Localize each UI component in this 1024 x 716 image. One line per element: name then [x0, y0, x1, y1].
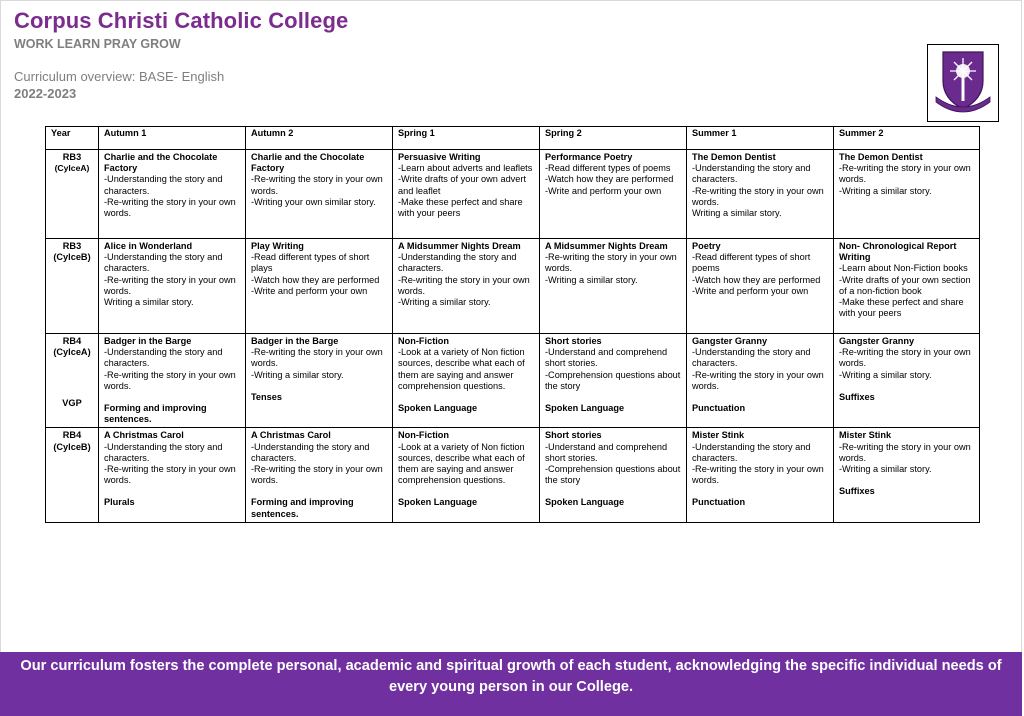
grammar-focus: Spoken Language [398, 497, 478, 508]
unit-cell [540, 239, 687, 334]
unit-line: -Look at a variety of Non fiction sources, describe what each of them are saying and answer comprehension questions. [398, 347, 525, 391]
unit-line: -Writing a similar story. [251, 369, 344, 380]
unit-title: Charlie and the Chocolate Factory [104, 152, 218, 174]
unit-title: Alice in Wonderland [104, 241, 193, 251]
unit-line: -Re-writing the story in your own words. [251, 347, 383, 369]
unit-title: Play Writing [251, 241, 304, 251]
unit-title: The Demon Dentist [839, 152, 923, 162]
unit-title: Non-Fiction [398, 430, 450, 441]
unit-cell [687, 428, 834, 522]
unit-line: Writing a similar story. [104, 297, 194, 308]
unit-title: Mister Stink [692, 430, 745, 441]
table-row [46, 428, 980, 522]
unit-line: -Understanding the story and characters. [104, 347, 223, 369]
unit-title: Gangster Granny [692, 336, 768, 346]
unit-cell [393, 334, 540, 428]
unit-cell [99, 239, 246, 334]
unit-line: -Re-writing the story in your own words. [692, 464, 824, 486]
unit-cell [687, 150, 834, 239]
unit-title: Performance Poetry [545, 152, 633, 162]
col-header-autumn-1: Autumn 1 [99, 127, 246, 150]
unit-cell [540, 428, 687, 522]
unit-cell [246, 428, 393, 522]
unit-title: Short stories [545, 336, 602, 346]
vgp-label: VGP [62, 398, 82, 409]
year-code: RB4 [62, 336, 82, 346]
unit-line: -Writing a similar story. [545, 274, 638, 285]
unit-line: -Understand and comprehend short stories. [545, 441, 668, 463]
unit-cell [540, 150, 687, 239]
unit-cell [834, 334, 980, 428]
grammar-focus: Suffixes [839, 391, 875, 402]
unit-line: -Writing a similar story. [839, 369, 932, 380]
unit-line: -Watch how they are performed [692, 274, 821, 285]
curriculum-overview-heading: Curriculum overview: BASE- English [14, 69, 225, 84]
unit-line: -Read different types of short plays [251, 252, 370, 274]
col-header-autumn-2: Autumn 2 [246, 127, 393, 150]
unit-line: -Understanding the story and characters. [104, 252, 223, 274]
unit-line: -Read different types of poems [545, 163, 671, 174]
mission-statement-banner [0, 652, 1022, 716]
academic-year: 2022-2023 [14, 86, 77, 101]
col-header-spring-2: Spring 2 [540, 127, 687, 150]
unit-line: -Re-writing the story in your own words. [104, 196, 236, 219]
unit-title: Non- Chronological Report Writing [839, 241, 957, 263]
unit-line: -Re-writing the story in your own words. [251, 174, 383, 196]
unit-line: -Re-writing the story in your own words. [545, 252, 677, 274]
college-motto: WORK LEARN PRAY GROW [14, 37, 181, 51]
grammar-focus: Punctuation [692, 403, 746, 414]
unit-line: -Understanding the story and characters. [104, 174, 223, 196]
unit-line: -Re-writing the story in your own words. [839, 347, 971, 369]
grammar-focus: Suffixes [839, 486, 875, 497]
unit-line: -Write drafts of your own advert and leaflet [398, 174, 526, 196]
unit-cell [393, 239, 540, 334]
unit-cell [393, 150, 540, 239]
unit-line: -Re-writing the story in your own words. [839, 163, 971, 185]
unit-line: -Watch how they are performed [545, 174, 674, 185]
grammar-focus: Spoken Language [545, 403, 625, 414]
cycle-label: (CylceB) [53, 252, 91, 263]
unit-cell [834, 239, 980, 334]
unit-line: -Writing a similar story. [839, 464, 932, 475]
unit-line: -Write drafts of your own section of a non-fiction book [839, 274, 971, 296]
unit-line: -Re-writing the story in your own words. [251, 464, 383, 486]
unit-cell [834, 428, 980, 522]
table-row [46, 150, 980, 239]
unit-line: -Understanding the story and characters. [692, 441, 811, 463]
unit-title: A Christmas Carol [251, 430, 331, 441]
unit-line: -Understanding the story and characters. [398, 252, 517, 274]
unit-line: -Learn about adverts and leaflets [398, 163, 533, 174]
unit-title: Gangster Granny [839, 336, 915, 346]
college-title: Corpus Christi Catholic College [14, 8, 349, 33]
mission-statement-text: Our curriculum fosters the complete personal, academic and spiritual growth of each student, acknowledging the specific individual needs of every young person in our College. [20, 658, 1002, 695]
unit-cell [99, 150, 246, 239]
unit-cell [687, 334, 834, 428]
year-cell [46, 428, 99, 522]
curriculum-table [45, 126, 980, 523]
unit-cell [540, 334, 687, 428]
unit-line: -Re-writing the story in your own words. [692, 369, 824, 391]
unit-line: -Make these perfect and share with your peers [839, 297, 964, 319]
cycle-label: (CylceA) [53, 347, 91, 358]
unit-cell [687, 239, 834, 334]
unit-line: -Understand and comprehend short stories. [545, 347, 668, 369]
col-header-summer-1: Summer 1 [687, 127, 834, 150]
unit-cell [246, 150, 393, 239]
cycle-label: (CylceB) [53, 441, 91, 452]
unit-line: -Re-writing the story in your own words. [104, 274, 236, 296]
unit-line: -Understanding the story and characters. [692, 347, 811, 369]
unit-line: Writing a similar story. [692, 208, 782, 219]
unit-line: -Writing your own similar story. [251, 196, 376, 207]
unit-cell [99, 334, 246, 428]
unit-title: The Demon Dentist [692, 152, 776, 162]
unit-cell [99, 428, 246, 522]
col-header-summer-2: Summer 2 [834, 127, 980, 150]
table-row [46, 239, 980, 334]
unit-line: -Understanding the story and characters. [692, 163, 811, 185]
unit-line: -Understanding the story and characters. [251, 441, 370, 463]
table-row [46, 334, 980, 428]
unit-line: -Read different types of short poems [692, 252, 811, 274]
grammar-focus: Tenses [251, 391, 282, 402]
year-code: RB3 [62, 152, 82, 162]
unit-line: -Comprehension questions about the story [545, 369, 681, 391]
unit-title: A Midsummer Nights Dream [545, 241, 668, 251]
unit-line: -Writing a similar story. [839, 185, 932, 196]
unit-line: -Write and perform your own [692, 285, 809, 296]
unit-title: A Midsummer Nights Dream [398, 241, 521, 251]
unit-title: A Christmas Carol [104, 430, 184, 441]
unit-title: Badger in the Barge [251, 336, 339, 346]
unit-cell [834, 150, 980, 239]
year-cell [46, 150, 99, 239]
unit-line: -Write and perform your own [251, 285, 368, 296]
grammar-focus: Spoken Language [398, 403, 478, 414]
unit-title: Charlie and the Chocolate Factory [251, 152, 365, 174]
unit-title: Persuasive Writing [398, 152, 481, 162]
unit-cell [246, 239, 393, 334]
cycle-label: (CylceA) [54, 163, 90, 174]
year-code: RB3 [62, 241, 82, 251]
unit-line: -Re-writing the story in your own words. [692, 185, 824, 207]
unit-cell [393, 428, 540, 522]
table-header-row [46, 127, 980, 150]
unit-line: -Re-writing the story in your own words. [104, 369, 236, 391]
unit-line: -Look at a variety of Non fiction sources, describe what each of them are saying and answer comprehension questions. [398, 441, 525, 486]
grammar-focus: Forming and improving sentences. [251, 497, 354, 519]
unit-line: -Watch how they are performed [251, 274, 380, 285]
grammar-focus: Spoken Language [545, 497, 625, 508]
unit-title: Non-Fiction [398, 336, 450, 346]
college-crest-logo [927, 44, 999, 122]
unit-line: -Re-writing the story in your own words. [839, 441, 971, 463]
unit-title: Badger in the Barge [104, 336, 192, 346]
unit-line: -Writing a similar story. [398, 297, 491, 308]
unit-line: -Re-writing the story in your own words. [398, 274, 530, 296]
unit-line: -Comprehension questions about the story [545, 464, 681, 486]
year-cell [46, 239, 99, 334]
unit-line: -Understanding the story and characters. [104, 441, 223, 463]
unit-title: Short stories [545, 430, 602, 441]
unit-line: -Make these perfect and share with your peers [398, 196, 523, 219]
unit-title: Mister Stink [839, 430, 892, 441]
unit-line: -Learn about Non-Fiction books [839, 263, 968, 274]
grammar-focus: Forming and improving sentences. [104, 403, 207, 425]
unit-cell [246, 334, 393, 428]
grammar-focus: Punctuation [692, 497, 746, 508]
unit-title: Poetry [692, 241, 721, 251]
unit-line: -Re-writing the story in your own words. [104, 464, 236, 486]
year-cell [46, 334, 99, 428]
college-crest-icon [928, 45, 998, 121]
grammar-focus: Plurals [104, 497, 135, 508]
year-code: RB4 [62, 430, 82, 441]
col-header-year: Year [46, 127, 99, 150]
unit-line: -Write and perform your own [545, 185, 662, 196]
col-header-spring-1: Spring 1 [393, 127, 540, 150]
